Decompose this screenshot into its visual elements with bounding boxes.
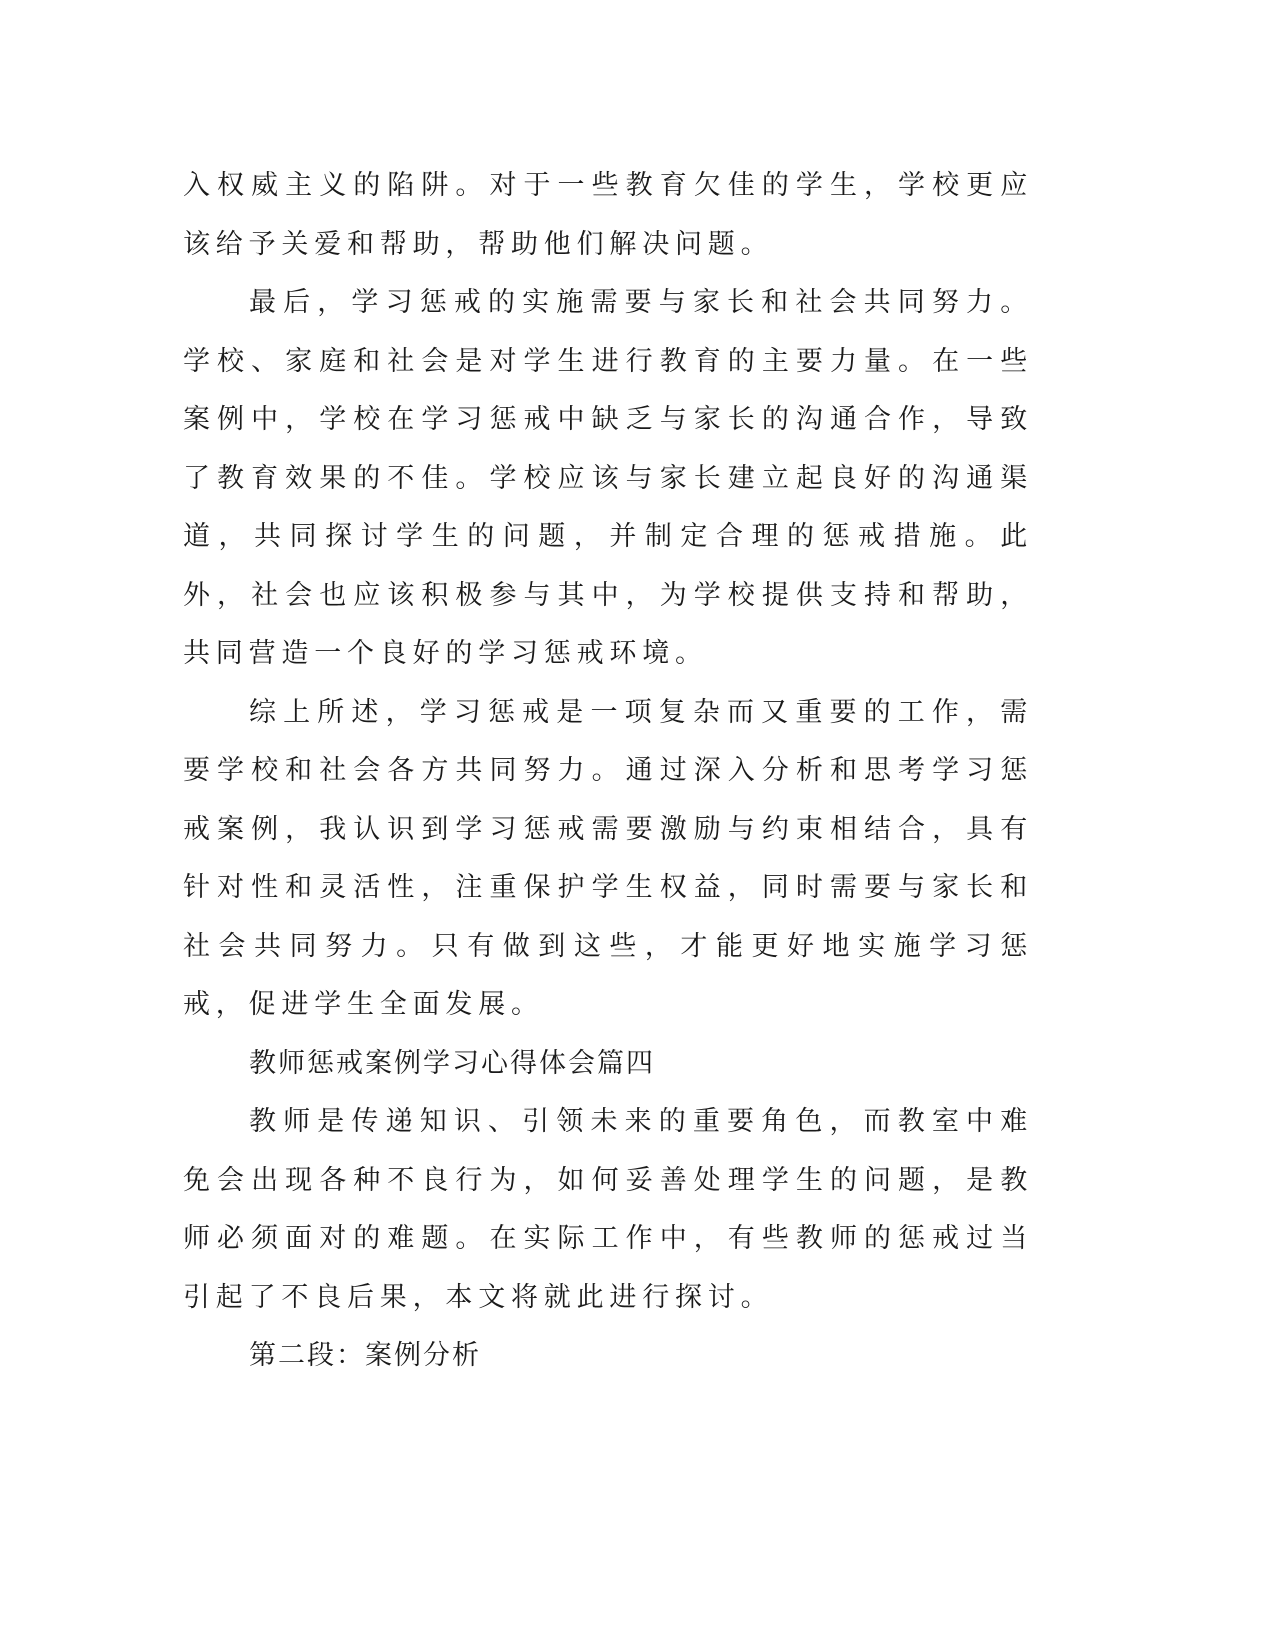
paragraph-intro: 教师是传递知识、引领未来的重要角色，而教室中难免会出现各种不良行为，如何妥善处理学生的问题，是教师必须面对的难题。在实际工作中，有些教师的惩戒过当引起了不良后果，本文将就此进行探讨。 — [183, 1106, 1033, 1313]
section-heading: 教师惩戒案例学习心得体会篇四 — [249, 1047, 655, 1079]
paragraph-summary: 综上所述，学习惩戒是一项复杂而又重要的工作，需要学校和社会各方共同努力。通过深入分析和思考学习惩戒案例，我认识到学习惩戒需要激励与约束相结合，具有针对性和灵活性，注重保护学生权益，同时需要与家长和社会共同努力。只有做到这些，才能更好地实施学习惩戒，促进学生全面发展。 — [183, 696, 1033, 1020]
subsection-heading: 第二段：案例分析 — [249, 1340, 481, 1371]
paragraph-continuation: 入权威主义的陷阱。对于一些教育欠佳的学生，学校更应该给予关爱和帮助，帮助他们解决问题。 — [183, 170, 1033, 260]
paragraph-finally: 最后，学习惩戒的实施需要与家长和社会共同努力。学校、家庭和社会是对学生进行教育的主要力量。在一些案例中，学校在学习惩戒中缺乏与家长的沟通合作，导致了教育效果的不佳。学校应该与家长建立起良好的沟通渠道，共同探讨学生的问题，并制定合理的惩戒措施。此外，社会也应该积极参与其中，为学校提供支持和帮助，共同营造一个良好的学习惩戒环境。 — [183, 287, 1033, 669]
document-body — [183, 157, 1033, 1386]
